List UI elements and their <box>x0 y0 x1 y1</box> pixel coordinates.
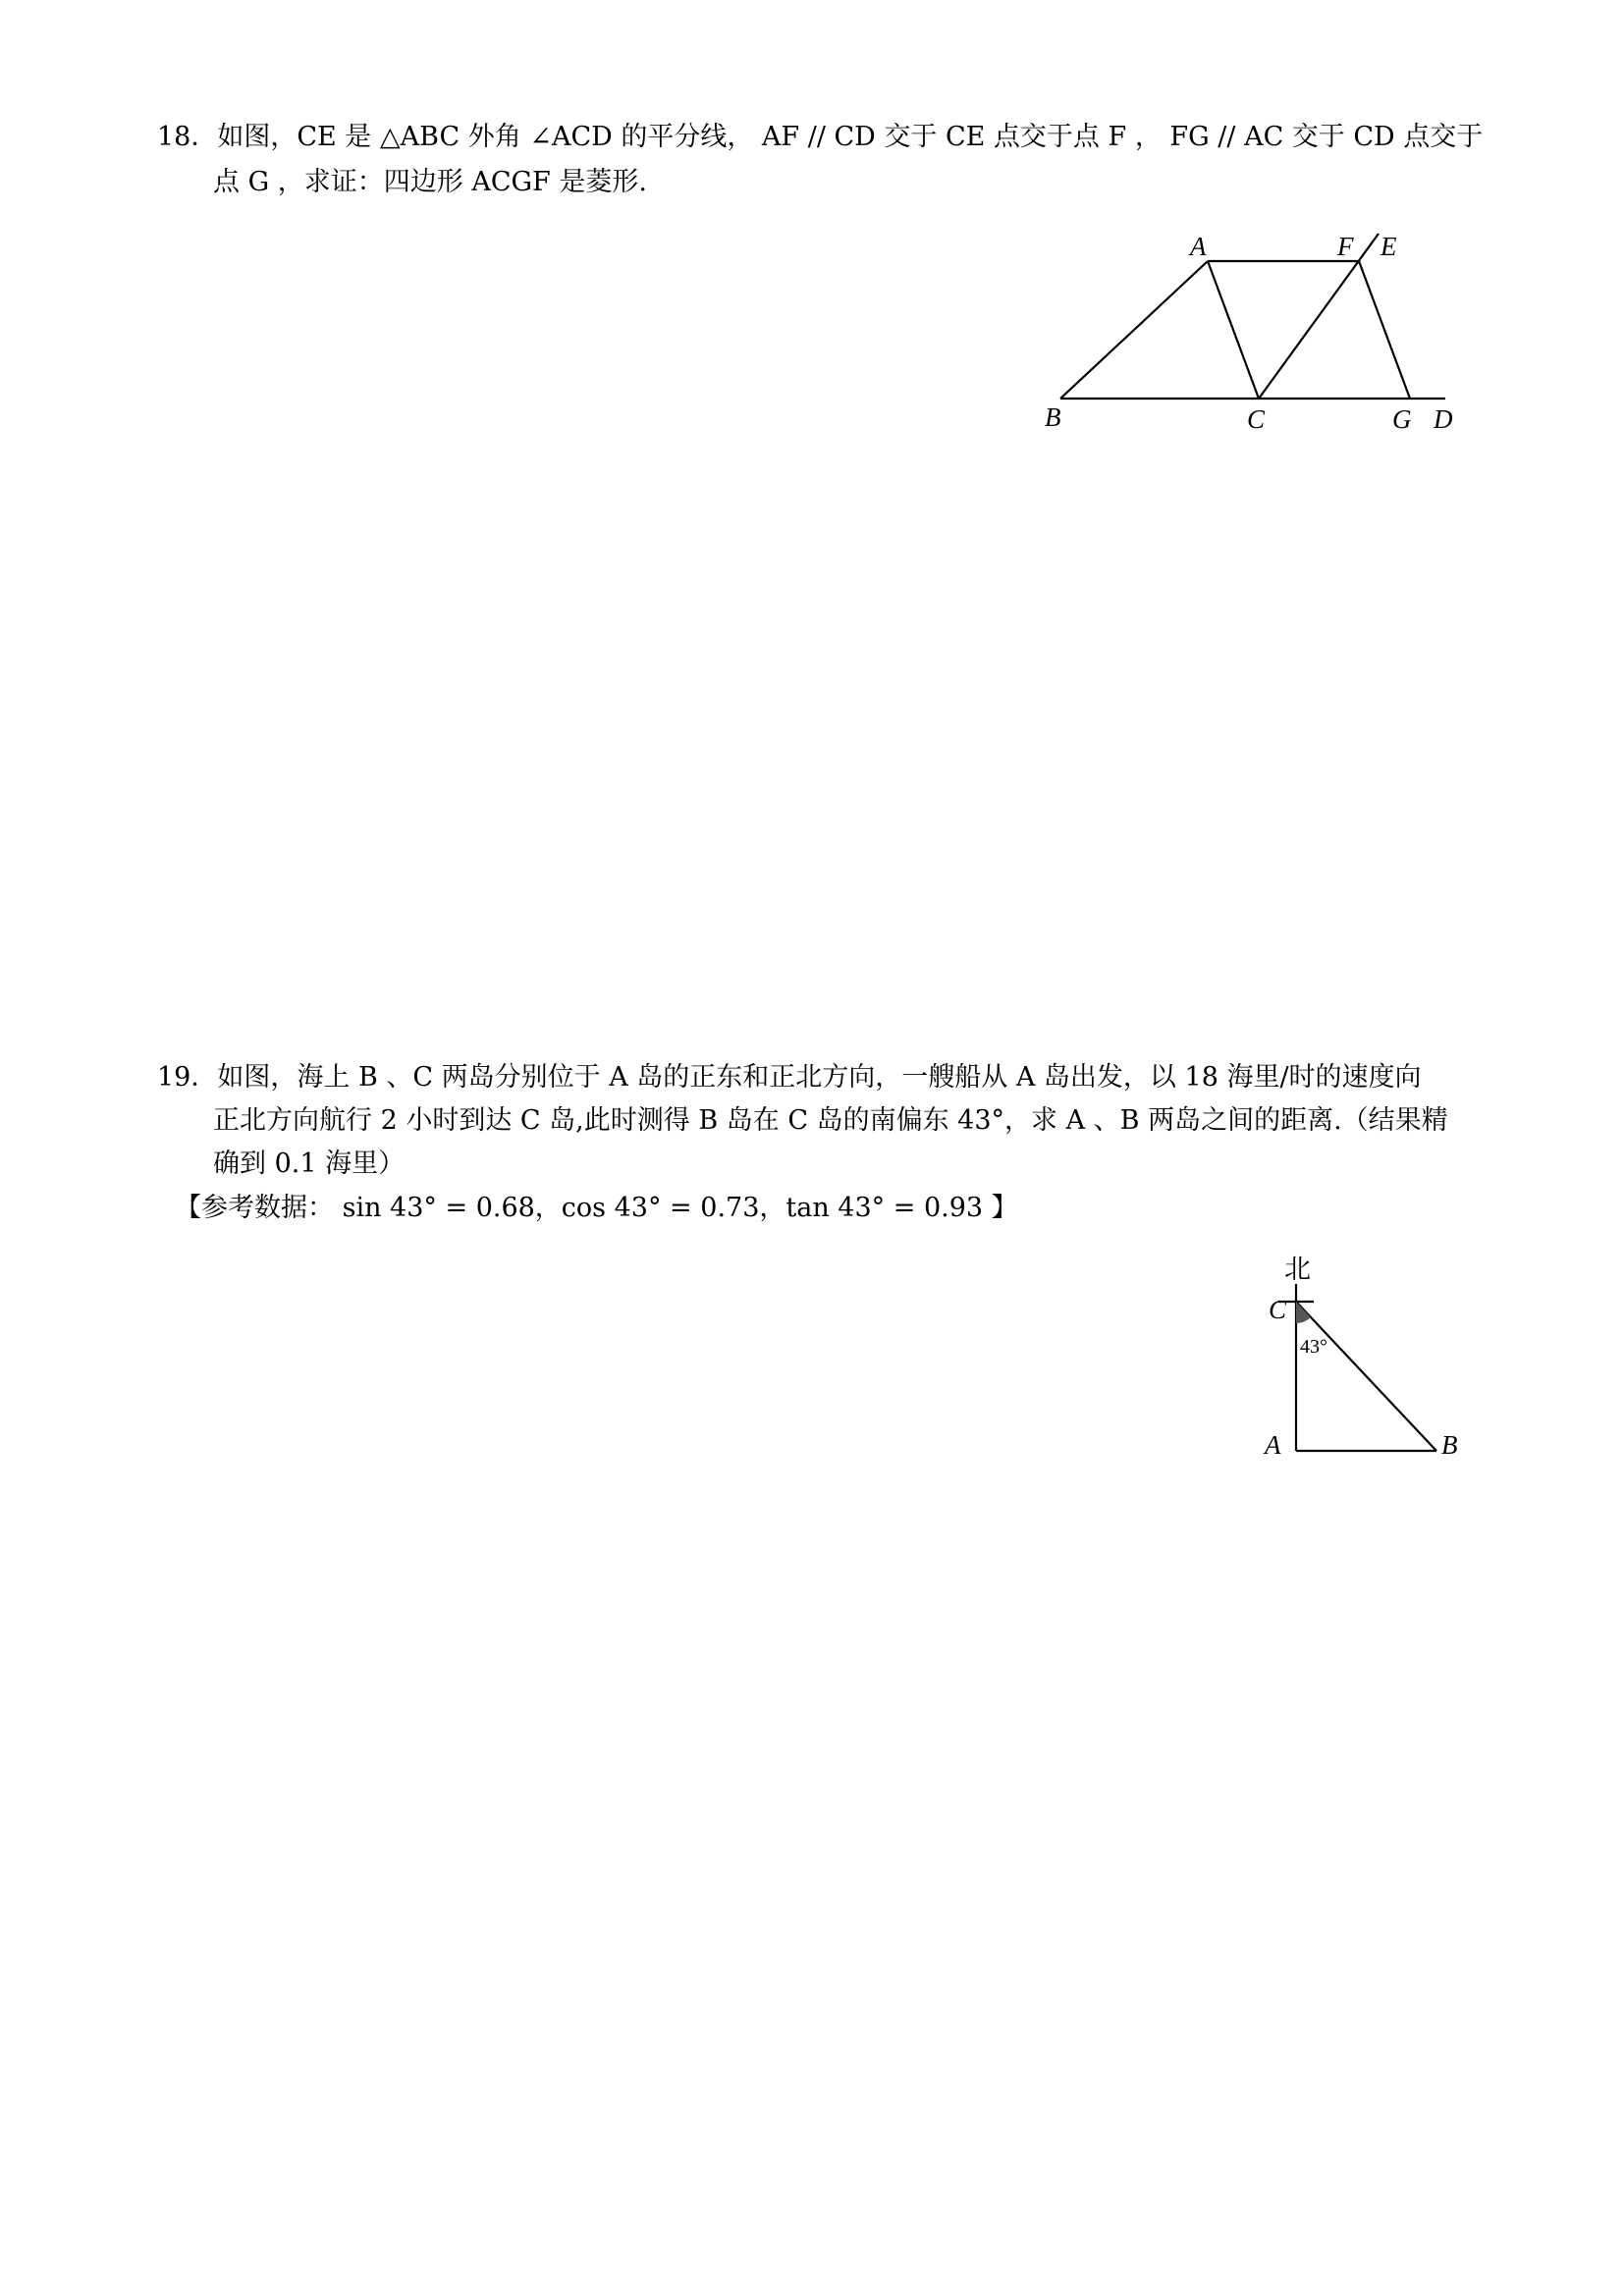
label-north: 北 <box>1284 1255 1311 1284</box>
q19-line3 <box>213 1147 405 1182</box>
q19-reference-text: 【参考数据： sin 43° = 0.68，cos 43° = 0.73，tan 43° = 0.93 】 <box>175 1193 1018 1223</box>
segment-CE <box>1259 234 1379 399</box>
q19-reference <box>175 1191 1018 1226</box>
q19-text-line3: 确到 0.1 海里） <box>213 1148 406 1179</box>
q18-line2 <box>213 165 647 200</box>
q19-figure <box>1257 1245 1492 1480</box>
q19-number: 19． <box>157 1062 218 1093</box>
label-B: B <box>1441 1430 1458 1460</box>
segment-CB <box>1296 1302 1436 1451</box>
segment-AB <box>1060 261 1208 399</box>
label-C: C <box>1269 1295 1287 1324</box>
label-A: A <box>1265 1430 1281 1460</box>
q18-text-line1: 如图，CE 是 △ABC 外角 ∠ACD 的平分线， AF // CD 交于 CE 点交于点 F ， FG // AC 交于 CD 点交于 <box>217 122 1484 152</box>
segment-AC <box>1208 261 1259 399</box>
angle-label: 43° <box>1300 1336 1327 1358</box>
label-B: B <box>1045 402 1061 432</box>
q19-text-line2: 正北方向航行 2 小时到达 C 岛,此时测得 B 岛在 C 岛的南偏东 43°，求 A 、B 两岛之间的距离.（结果精 <box>213 1105 1448 1136</box>
q18-number: 18． <box>157 122 218 152</box>
q19-text-line1: 如图，海上 B 、C 两岛分别位于 A 岛的正东和正北方向，一艘船从 A 岛出发，以 18 海里/时的速度向 <box>217 1062 1422 1093</box>
q19-line1 <box>157 1060 1422 1095</box>
label-E: E <box>1380 232 1397 261</box>
label-D: D <box>1434 404 1453 434</box>
label-F: F <box>1337 232 1354 261</box>
label-G: G <box>1392 404 1412 434</box>
angle-marker <box>1296 1302 1311 1323</box>
label-A: A <box>1190 232 1207 261</box>
q19-line2 <box>213 1103 1448 1139</box>
q18-figure <box>1021 216 1512 452</box>
segment-FG <box>1359 261 1410 399</box>
q18-text-line2: 点 G ，求证：四边形 ACGF 是菱形. <box>213 167 647 197</box>
q18-line1 <box>157 120 1483 155</box>
label-C: C <box>1247 404 1266 434</box>
